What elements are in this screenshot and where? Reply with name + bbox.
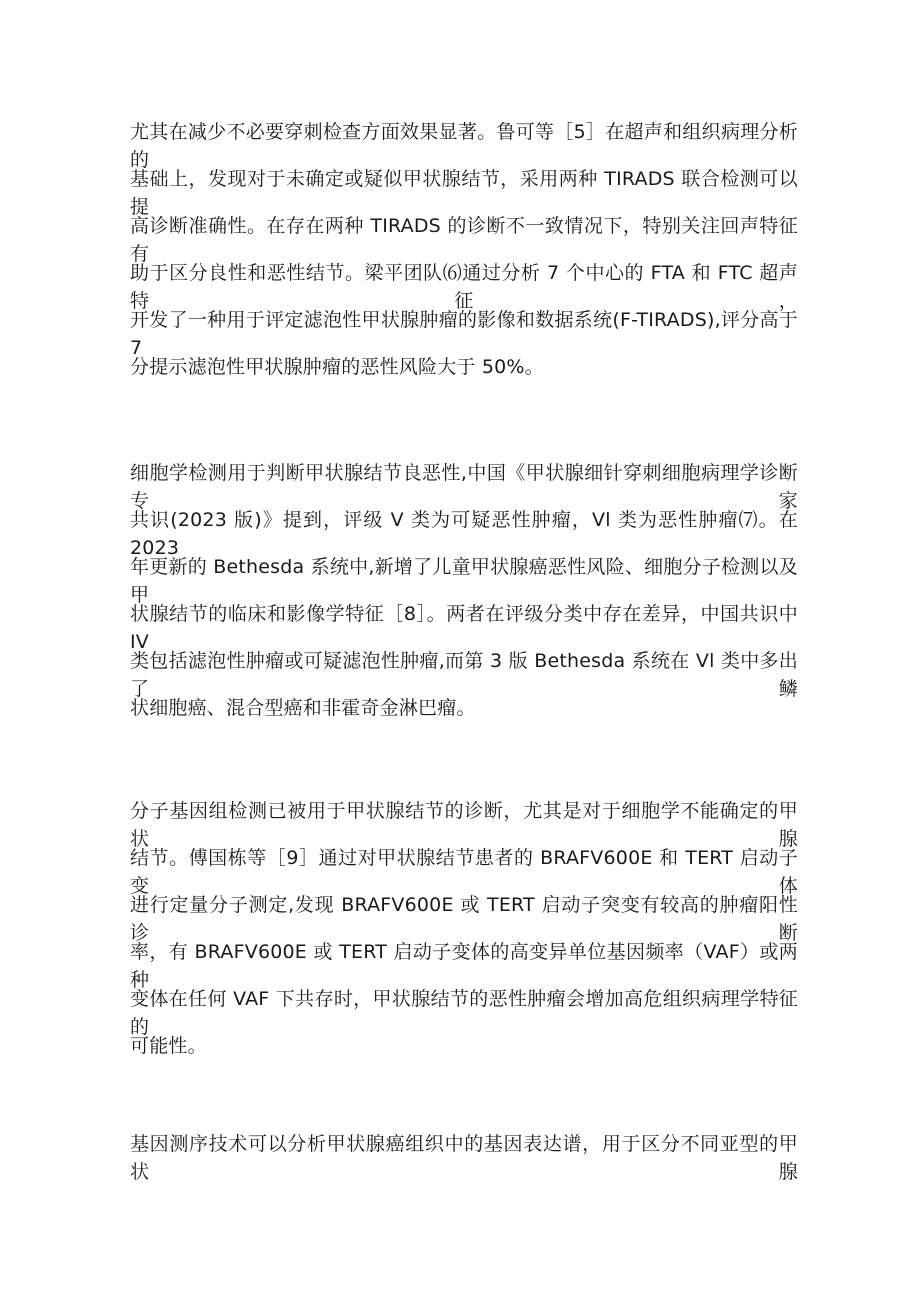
paragraph-1-line-6: 分提示滤泡性甲状腺肿瘤的恶性风险大于 50%。 <box>130 356 544 378</box>
paragraph-3-line-1: 分子基因组检测已被用于甲状腺结节的诊断，尤其是对于细胞学不能确定的甲状腺 <box>130 800 798 850</box>
paragraph-2-line-5: 类包括滤泡性肿瘤或可疑滤泡性肿瘤,而第 3 版 Bethesda 系统在 Vl 类中多出了鳞 <box>130 650 798 700</box>
paragraph-1-line-1: 尤其在减少不必要穿刺检查方面效果显著。鲁可等［5］在超声和组织病理分析的 <box>130 121 798 171</box>
paragraph-3-line-4: 率，有 BRAFV600E 或 TERT 启动子变体的高变异单位基因频率（VAF）或两种 <box>130 941 798 991</box>
paragraph-3-line-3: 进行定量分子测定,发现 BRAFV600E 或 TERT 启动子突变有较高的肿瘤阳性诊断 <box>130 894 798 944</box>
paragraph-1-line-5: 开发了一种用于评定滤泡性甲状腺肿瘤的影像和数据系统(F-TIRADS),评分高于 7 <box>130 309 798 359</box>
paragraph-3-line-2: 结节。傅国栋等［9］通过对甲状腺结节患者的 BRAFV600E 和 TERT 启动子变体 <box>130 847 798 897</box>
paragraph-4-line-1: 基因测序技术可以分析甲状腺癌组织中的基因表达谱，用于区分不同亚型的甲状腺 <box>130 1133 798 1183</box>
paragraph-1-line-4: 助于区分良性和恶性结节。梁平团队⑹通过分析 7 个中心的 FTA 和 FTC 超声特征， <box>130 262 798 312</box>
paragraph-1-line-2: 基础上，发现对于未确定或疑似甲状腺结节，采用两种 TIRADS 联合检测可以提 <box>130 168 798 218</box>
paragraph-3-line-6: 可能性。 <box>130 1035 207 1057</box>
paragraph-2-line-4: 状腺结节的临床和影像学特征［8］。两者在评级分类中存在差异，中国共识中 IV <box>130 603 798 653</box>
paragraph-2-line-1: 细胞学检测用于判断甲状腺结节良恶性,中国《甲状腺细针穿刺细胞病理学诊断专家 <box>130 462 798 512</box>
paragraph-2-line-6: 状细胞癌、混合型癌和非霍奇金淋巴瘤。 <box>130 697 476 719</box>
paragraph-1-line-3: 高诊断准确性。在存在两种 TIRADS 的诊断不一致情况下，特别关注回声特征有 <box>130 215 798 265</box>
paragraph-3-line-5: 变体在任何 VAF 下共存时，甲状腺结节的恶性肿瘤会增加高危组织病理学特征的 <box>130 988 798 1038</box>
paragraph-2-line-3: 年更新的 Bethesda 系统中,新增了儿童甲状腺癌恶性风险、细胞分子检测以及甲 <box>130 556 798 606</box>
paragraph-2-line-2: 共识(2023 版)》提到，评级 V 类为可疑恶性肿瘤，Vl 类为恶性肿瘤⑺。在 2023 <box>130 509 798 559</box>
